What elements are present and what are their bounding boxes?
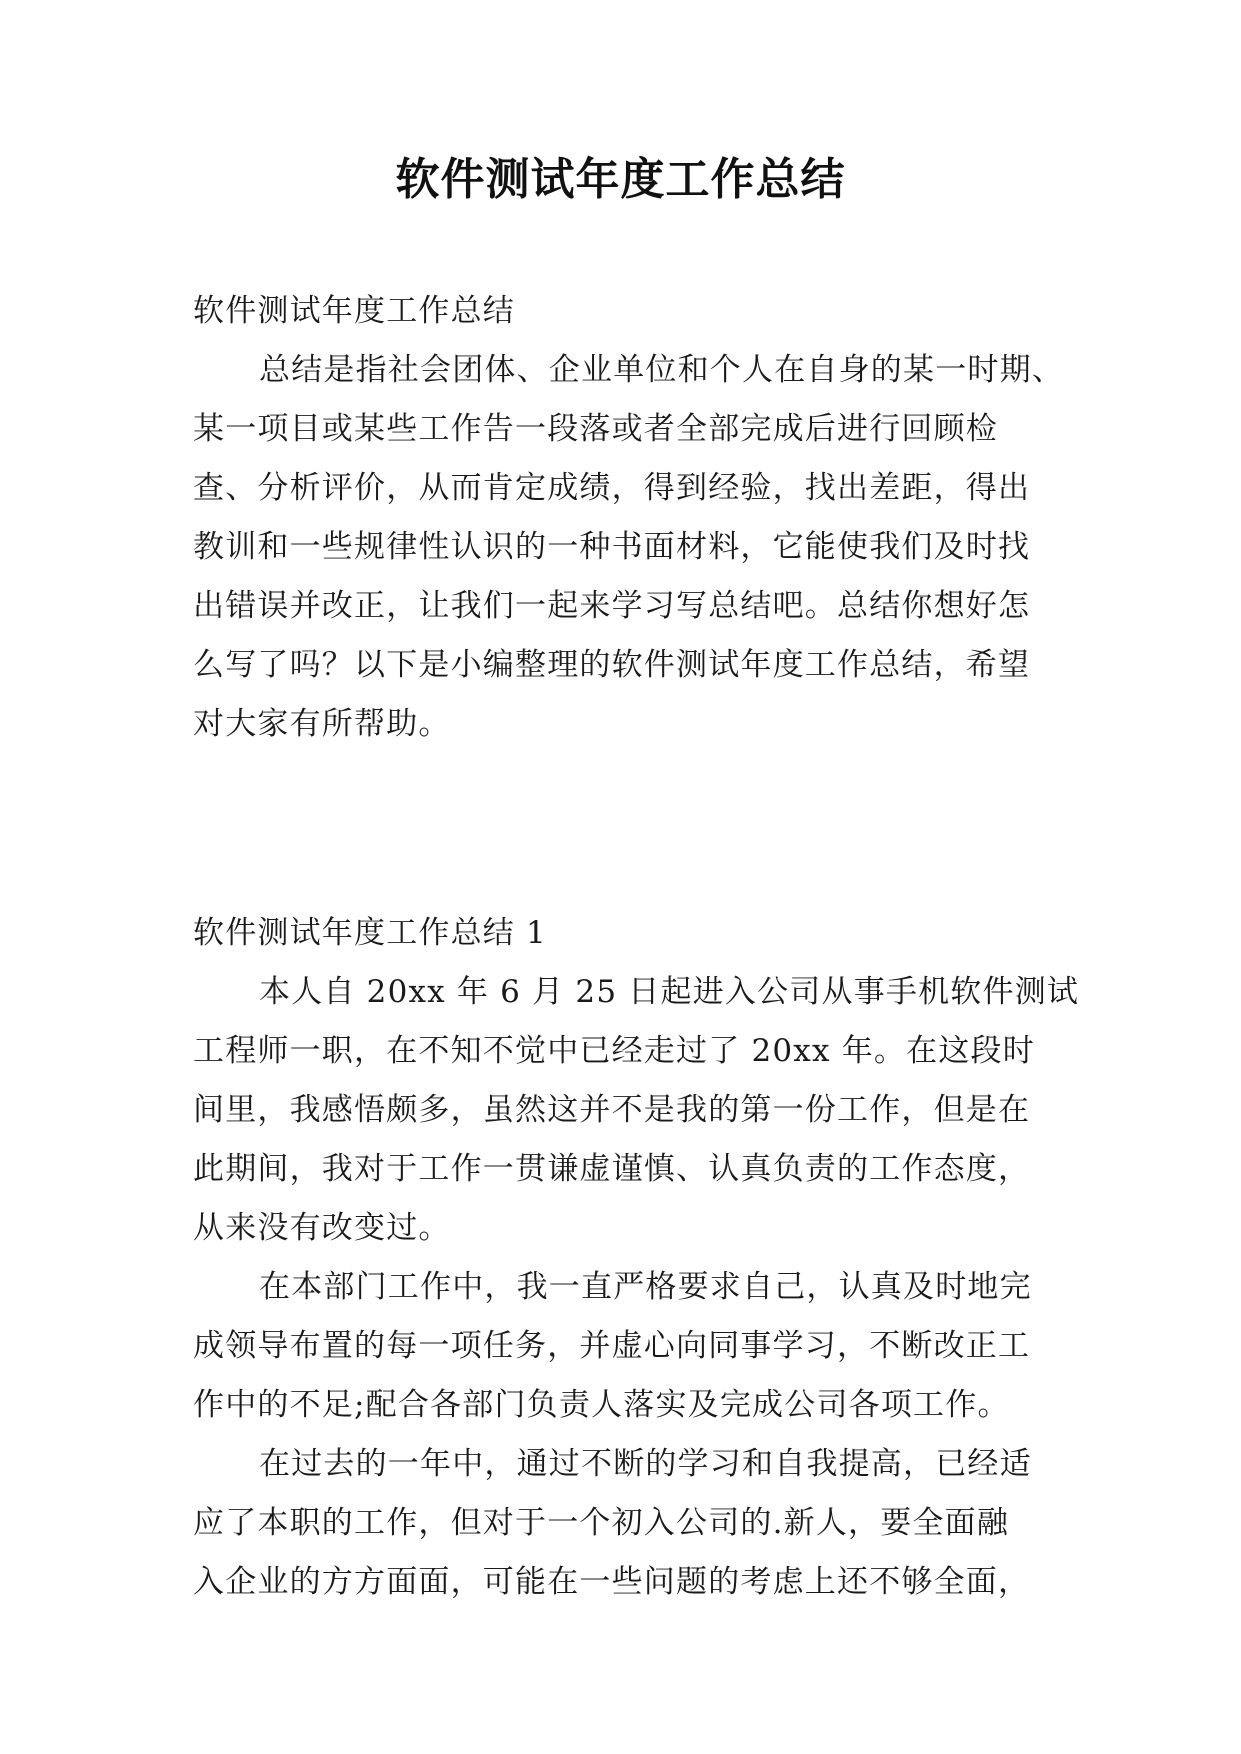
- paragraph-line: 入企业的方方面面，可能在一些问题的考虑上还不够全面，: [193, 1564, 1031, 1600]
- section-spacer: [193, 754, 1053, 904]
- paragraph-line: 此期间，我对于工作一贯谦虚谨慎、认真负责的工作态度，: [193, 1151, 1031, 1187]
- paragraph-line: 成领导布置的每一项任务，并虚心向同事学习，不断改正工: [193, 1328, 1031, 1364]
- intro-line: 总结是指社会团体、企业单位和个人在自身的某一时期、: [259, 352, 1064, 388]
- intro-line: 出错误并改正，让我们一起来学习写总结吧。总结你想好怎: [193, 588, 1031, 624]
- intro-heading: 软件测试年度工作总结: [193, 293, 515, 329]
- intro-line: 某一项目或某些工作告一段落或者全部完成后进行回顾检: [193, 411, 998, 447]
- intro-line: 教训和一些规律性认识的一种书面材料，它能使我们及时找: [193, 529, 1031, 565]
- paragraph-line: 在过去的一年中，通过不断的学习和自我提高，已经适: [259, 1446, 1032, 1482]
- document-body: [193, 282, 1080, 1612]
- document-title: 软件测试年度工作总结: [395, 154, 846, 205]
- intro-line: 么写了吗？以下是小编整理的软件测试年度工作总结，希望: [193, 647, 1031, 683]
- paragraph-line: 在本部门工作中，我一直严格要求自己，认真及时地完: [259, 1269, 1032, 1305]
- intro-line: 查、分析评价，从而肯定成绩，得到经验，找出差距，得出: [193, 470, 1031, 506]
- paragraph-line: 作中的不足;配合各部门负责人落实及完成公司各项工作。: [193, 1387, 1010, 1423]
- intro-line: 对大家有所帮助。: [193, 706, 451, 742]
- paragraph-line: 工程师一职，在不知不觉中已经走过了 20xx 年。在这段时: [193, 1033, 1035, 1069]
- paragraph-line: 应了本职的工作，但对于一个初入公司的.新人，要全面融: [193, 1505, 1010, 1541]
- paragraph-line: 间里，我感悟颇多，虽然这并不是我的第一份工作，但是在: [193, 1092, 1031, 1128]
- paragraph-line: 本人自 20xx 年 6 月 25 日起进入公司从事手机软件测试: [259, 974, 1080, 1010]
- section-heading: 软件测试年度工作总结 1: [193, 915, 547, 951]
- paragraph-line: 从来没有改变过。: [193, 1210, 451, 1246]
